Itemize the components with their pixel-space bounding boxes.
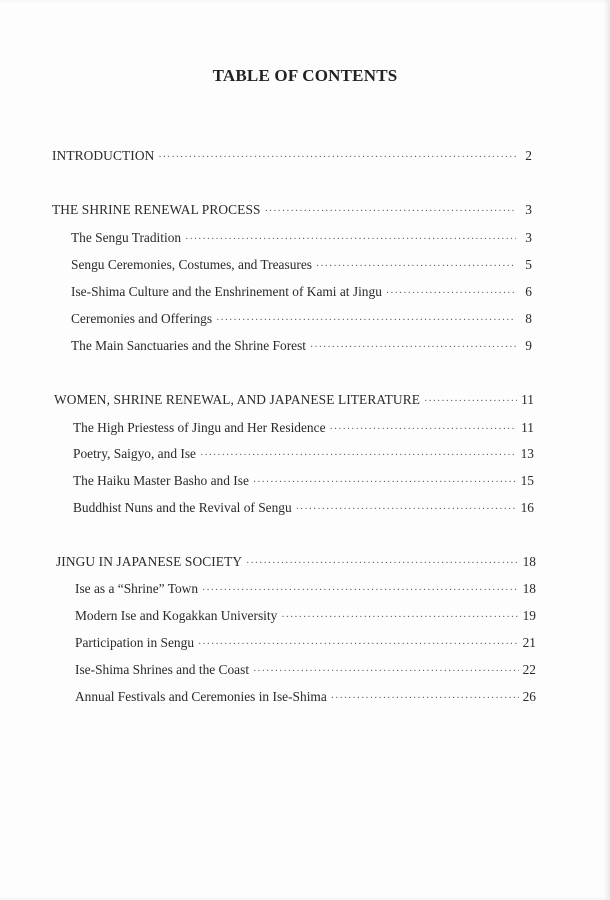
toc-entry-page: 18 (522, 554, 536, 569)
toc-entry-annual-festivals (75, 687, 536, 707)
dot-leader (265, 202, 516, 222)
dot-leader (198, 635, 519, 655)
toc-entry-page: 26 (522, 689, 536, 704)
toc-entry-page: 13 (520, 446, 534, 461)
toc-entry-page: 19 (522, 608, 536, 623)
toc-entry-jingu-japanese-society (56, 552, 536, 572)
toc-entry-label: JINGU IN JAPANESE SOCIETY (56, 554, 243, 569)
dot-leader (185, 230, 516, 250)
dot-leader (316, 257, 516, 277)
toc-entry-label: The Haiku Master Basho and Ise (73, 473, 249, 488)
dot-leader (331, 689, 519, 709)
toc-entry-page: 6 (525, 284, 532, 299)
toc-entry-page: 21 (522, 635, 536, 650)
toc-entry-page: 15 (520, 473, 534, 488)
toc-entry-page: 11 (521, 420, 534, 435)
toc-entry-ise-shrine-town (75, 579, 536, 599)
toc-entry-label: Ise-Shima Culture and the Enshrinement of Kami at Jingu (71, 284, 382, 299)
dot-leader (386, 284, 516, 304)
toc-entry-label: Ise-Shima Shrines and the Coast (75, 662, 250, 677)
toc-entry-haiku-basho (73, 471, 534, 491)
toc-entry-label: INTRODUCTION (52, 148, 155, 163)
toc-entry-label: The Main Sanctuaries and the Shrine Forest (71, 338, 307, 353)
toc-entry-high-priestess (73, 418, 534, 438)
dot-leader (330, 420, 518, 440)
toc-entry-poetry-saigyo (73, 444, 534, 464)
toc-entry-ise-shima-culture (71, 282, 532, 302)
toc-entry-page: 5 (525, 257, 532, 272)
toc-entry-sengu-ceremonies (71, 255, 532, 275)
dot-leader (200, 446, 517, 466)
toc-entry-label: WOMEN, SHRINE RENEWAL, AND JAPANESE LITERATURE (54, 392, 421, 407)
toc-entry-ceremonies-offerings (71, 309, 532, 329)
dot-leader (158, 148, 516, 168)
toc-entry-page: 11 (521, 392, 534, 407)
toc-entry-label: The High Priestess of Jingu and Her Residence (73, 420, 326, 435)
toc-entry-label: Modern Ise and Kogakkan University (75, 608, 278, 623)
toc-entry-label: Poetry, Saigyo, and Ise (73, 446, 196, 461)
dot-leader (424, 392, 517, 412)
dot-leader (310, 338, 516, 358)
toc-entry-buddhist-nuns (73, 498, 534, 518)
toc-entry-shrine-renewal-process (52, 200, 532, 220)
toc-entry-page: 3 (525, 230, 532, 245)
toc-entry-shrines-coast (75, 660, 536, 680)
toc-entry-women-shrine-renewal (54, 390, 534, 410)
toc-entry-label: The Sengu Tradition (71, 230, 182, 245)
toc-entry-label: Sengu Ceremonies, Costumes, and Treasures (71, 257, 313, 272)
toc-entry-introduction (52, 146, 532, 166)
page-title: TABLE OF CONTENTS (212, 66, 398, 85)
toc-entry-label: Ise as a “Shrine” Town (75, 581, 199, 596)
toc-entry-page: 9 (525, 338, 532, 353)
toc-entry-label: THE SHRINE RENEWAL PROCESS (52, 202, 261, 217)
dot-leader (253, 473, 517, 493)
toc-entry-label: Annual Festivals and Ceremonies in Ise-Shima (75, 689, 327, 704)
dot-leader (253, 662, 519, 682)
dot-leader (296, 500, 517, 520)
toc-entry-page: 18 (522, 581, 536, 596)
toc-entry-label: Participation in Sengu (75, 635, 195, 650)
dot-leader (216, 311, 516, 331)
toc-entry-label: Buddhist Nuns and the Revival of Sengu (73, 500, 292, 515)
toc-entry-page: 3 (525, 202, 532, 217)
dot-leader (202, 581, 519, 601)
dot-leader (281, 608, 518, 628)
toc-entry-label: Ceremonies and Offerings (71, 311, 213, 326)
toc-entry-main-sanctuaries (71, 336, 532, 356)
toc-entry-page: 2 (525, 148, 532, 163)
toc-entry-sengu-tradition (71, 228, 532, 248)
toc-entry-page: 8 (525, 311, 532, 326)
toc-entry-page: 22 (522, 662, 536, 677)
dot-leader (246, 554, 518, 574)
toc-entry-modern-ise (75, 606, 536, 626)
toc-entry-page: 16 (520, 500, 534, 515)
toc-entry-participation-sengu (75, 633, 536, 653)
